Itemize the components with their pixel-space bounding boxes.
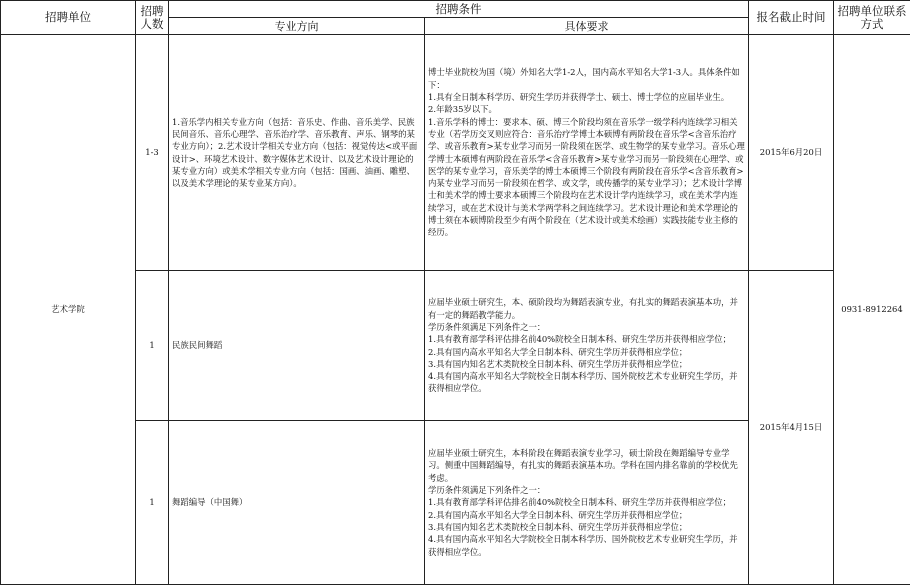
header-conditions: 招聘条件 bbox=[169, 1, 749, 18]
row1-deadline: 2015年6月20日 bbox=[749, 35, 834, 271]
row2-major: 民族民间舞蹈 bbox=[169, 271, 425, 421]
req-line: 4.具有国内高水平知名大学院校全日制本科学历、国外院校艺术专业研究生学历，并获得相应学位。 bbox=[428, 371, 738, 394]
req-line: 2.具有国内高水平知名大学全日制本科、研究生学历并获得相应学位； bbox=[428, 509, 688, 520]
row2-count: 1 bbox=[136, 271, 169, 421]
req-line: 4.具有国内高水平知名大学院校全日制本科学历、国外院校艺术专业研究生学历，并获得相应学位。 bbox=[428, 534, 738, 557]
row3-requirements bbox=[425, 421, 749, 585]
row1-major: 1.音乐学内相关专业方向（包括：音乐史、作曲、音乐美学、民族民间音乐、音乐心理学、音乐治疗学、音乐教育、声乐、钢琴的某专业方向）；2.艺术设计学相关专业方向（包括：视觉传达<或平面设计>、环境艺术设计、数字媒体艺术设计、以及艺术设计理论的某专业方向）或美术学相关专业方向（包括：国画、油画、雕塑、以及美术学理论的某专业某方向）。 bbox=[169, 35, 425, 271]
header-count: 招聘人数 bbox=[136, 1, 169, 35]
unit-cell: 艺术学院 bbox=[1, 35, 136, 585]
req-line: 3.具有国内知名艺术类院校全日制本科、研究生学历并获得相应学位； bbox=[428, 521, 688, 532]
header-contact: 招聘单位联系方式 bbox=[834, 1, 910, 35]
row3-count: 1 bbox=[136, 421, 169, 585]
req-line: 3.具有国内知名艺术类院校全日制本科、研究生学历并获得相应学位； bbox=[428, 358, 688, 369]
req-line: 2.年龄35岁以下。 bbox=[428, 104, 497, 115]
req-line: 2.具有国内高水平知名大学全日制本科、研究生学历并获得相应学位； bbox=[428, 346, 688, 357]
contact-cell: 0931-8912264 bbox=[834, 35, 910, 585]
req-line: 应届毕业硕士研究生，本科阶段在舞蹈表演专业学习，硕士阶段在舞蹈编导专业学习。侧重中国舞蹈编导，有扎实的舞蹈表演基本功。学科在国内排名靠前的学校优先考虑。 bbox=[428, 448, 738, 483]
req-line: 应届毕业硕士研究生，本、硕阶段均为舞蹈表演专业，有扎实的舞蹈表演基本功，并有一定的舞蹈教学能力。 bbox=[428, 297, 738, 320]
header-major: 专业方向 bbox=[169, 18, 425, 35]
row1-count: 1-3 bbox=[136, 35, 169, 271]
req-line: 1.具有教育部学科评估排名前40%院校全日制本科、研究生学历并获得相应学位； bbox=[428, 334, 731, 345]
header-requirements: 具体要求 bbox=[425, 18, 749, 35]
header-deadline: 报名截止时间 bbox=[749, 1, 834, 35]
header-unit: 招聘单位 bbox=[1, 1, 136, 35]
req-line: 学历条件须满足下列条件之一： bbox=[428, 485, 546, 496]
row1-requirements bbox=[425, 35, 749, 271]
row3-major: 舞蹈编导（中国舞） bbox=[169, 421, 425, 585]
req-line: 1.具有教育部学科评估排名前40%院校全日制本科、研究生学历并获得相应学位； bbox=[428, 497, 731, 508]
req-line: 博士毕业院校为国（境）外知名大学1-2人，国内高水平知名大学1-3人。具体条件如下： bbox=[428, 67, 740, 90]
req-line: 学历条件须满足下列条件之一： bbox=[428, 321, 546, 332]
row23-deadline: 2015年4月15日 bbox=[749, 271, 834, 585]
req-line: 1.音乐学科的博士：要求本、硕、博三个阶段均须在音乐学一级学科内连续学习相关专业（若学历交叉则应符合：音乐治疗学博士本硕博有两阶段在音乐学<含音乐治疗学、或音乐教育>某专业学习而另一阶段须在医学、或生物学的某专业学习。音乐心理学博士本硕博有两阶段在音乐学<含音乐教育>某专业学习而另一阶段须在心理学、或医学的某专业学习，音乐美学的博士本硕博三个阶段有两阶段在音乐学<含音乐教育>内某专业学习而另一阶段须在哲学、或文学，或传播学的某专业学习）；艺术设计学博士和美术学的博士要求本硕博三个阶段均在艺术设计学内连续学习，或在美术学内连续学习，或在艺术设计与美术学两学科之间连续学习。艺术设计理论和美术学理论的博士须在本硕博阶段至少有两个阶段在（艺术设计或美术绘画）实践技能专业主修的经历。 bbox=[428, 116, 745, 238]
req-line: 1.具有全日制本科学历、研究生学历并获得学士、硕士、博士学位的应届毕业生。 bbox=[428, 92, 730, 103]
row2-requirements bbox=[425, 271, 749, 421]
